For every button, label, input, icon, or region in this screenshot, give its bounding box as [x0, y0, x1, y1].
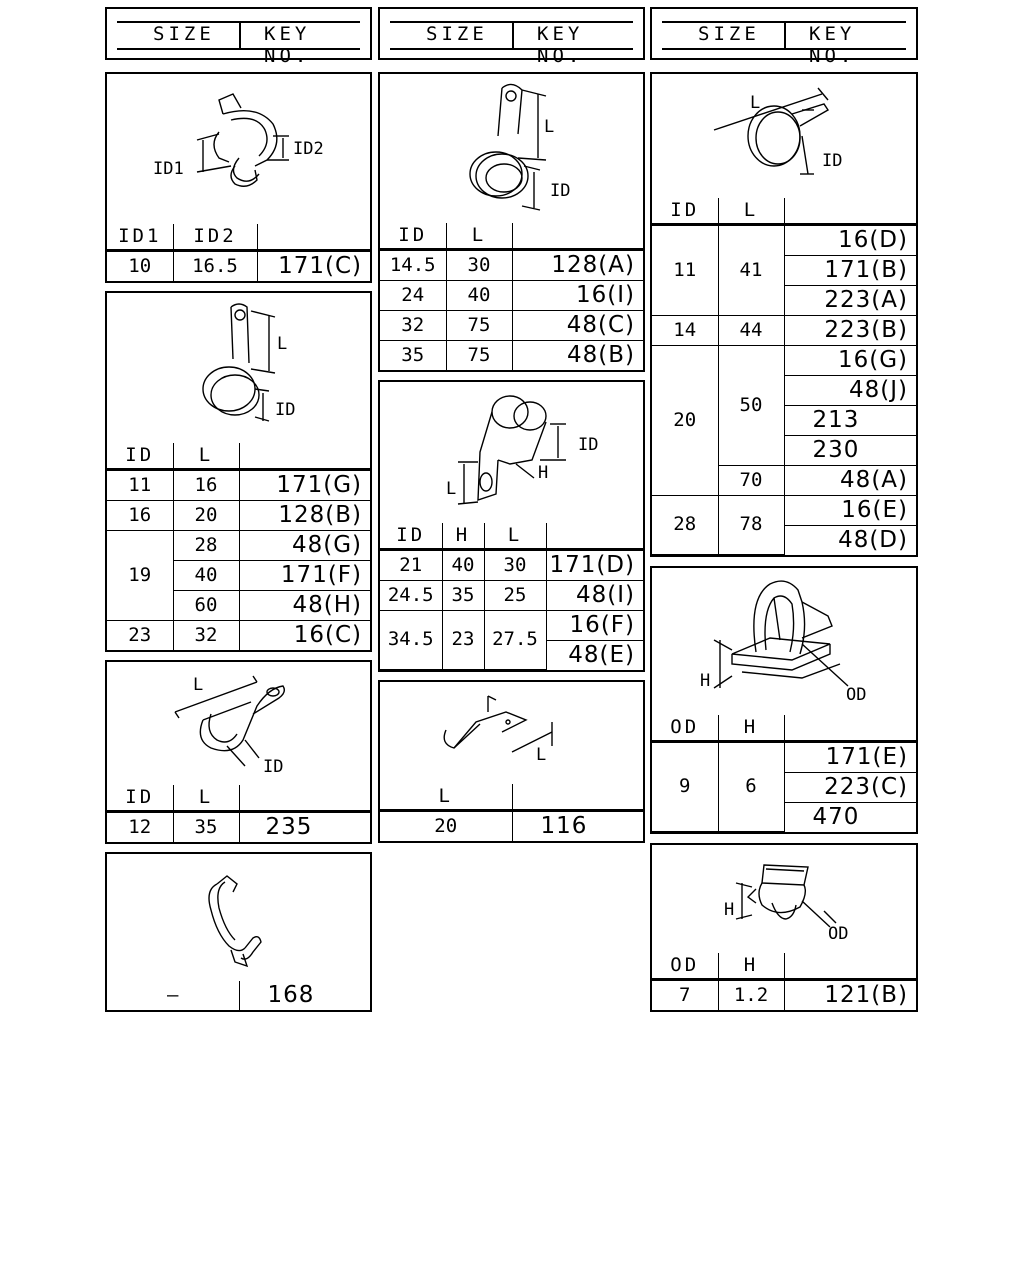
table-row — [380, 580, 643, 610]
l-cell: 32 — [173, 621, 239, 651]
clip-diagram — [652, 568, 916, 710]
bracket-clip-icon — [380, 382, 643, 518]
col-header-id2: ID2 — [173, 224, 257, 251]
header-separator — [512, 23, 514, 48]
table-header-row — [652, 953, 916, 980]
key-no-cell: 48(C) — [512, 311, 643, 341]
id-cell: 24 — [380, 281, 446, 311]
col-header-id: ID — [652, 198, 718, 225]
spring-clip-icon — [380, 682, 643, 782]
h-cell: 1.2 — [718, 980, 784, 1011]
table-header-row — [652, 198, 916, 225]
key-no-header: KEY NO. — [264, 23, 311, 67]
table-row — [652, 980, 916, 1011]
id1-cell: 10 — [107, 251, 173, 282]
key-no-cell: 116 — [512, 811, 643, 842]
l-cell: 20 — [380, 811, 512, 842]
col-header-key — [784, 953, 916, 980]
size-table — [107, 981, 370, 1010]
clip-panel-band-clamp — [650, 72, 918, 557]
key-no-cell: 168 — [239, 981, 370, 1010]
header-separator — [784, 23, 786, 48]
clip-diagram — [652, 74, 916, 188]
l-cell: 75 — [446, 311, 512, 341]
table-row — [380, 341, 643, 371]
od-cell: 9 — [652, 741, 718, 832]
l-cell: 16 — [173, 470, 239, 501]
id-cell: 11 — [652, 224, 718, 315]
col-header-id: ID — [107, 785, 173, 812]
table-row — [380, 610, 643, 640]
key-no-cell: 223(C) — [784, 772, 916, 802]
id-cell: 32 — [380, 311, 446, 341]
p-clip-icon — [107, 293, 370, 435]
col-header-h: H — [718, 715, 784, 742]
clip-diagram — [380, 74, 643, 218]
key-no-cell: 171(D) — [546, 549, 643, 580]
key-no-cell: 16(E) — [784, 495, 916, 525]
header-separator — [239, 23, 241, 48]
clip-diagram — [380, 682, 643, 782]
id-cell: 14.5 — [380, 250, 446, 281]
h-cell: 35 — [442, 580, 484, 610]
table-header-row — [380, 523, 643, 550]
key-no-cell: 16(I) — [512, 281, 643, 311]
id-cell: 24.5 — [380, 580, 442, 610]
table-row — [107, 470, 370, 501]
id-cell: 23 — [107, 621, 173, 651]
table-row — [107, 501, 370, 531]
double-clip-icon — [107, 74, 370, 222]
id2-cell: 16.5 — [173, 251, 257, 282]
l-cell: 40 — [446, 281, 512, 311]
clip-diagram — [107, 854, 370, 981]
col-header-l: L — [380, 784, 512, 811]
l-cell: 60 — [173, 591, 239, 621]
od-dimension-label: OD — [828, 924, 849, 944]
table-row — [652, 345, 916, 375]
clip-diagram — [652, 845, 916, 951]
id-cell: 12 — [107, 812, 173, 843]
l-dimension-label: L — [446, 479, 457, 499]
size-header: SIZE — [153, 23, 215, 45]
column-header-2 — [378, 7, 645, 67]
size-table — [380, 223, 643, 370]
l-cell: 44 — [718, 315, 784, 345]
clip-diagram — [107, 293, 370, 435]
clip-panel-band-clip — [378, 72, 645, 372]
col-header-key — [512, 223, 643, 250]
l-dimension-label: L — [750, 93, 761, 113]
id-cell: 16 — [107, 501, 173, 531]
l-cell: 28 — [173, 531, 239, 561]
table-row — [107, 981, 370, 1010]
table-row — [380, 549, 643, 580]
table-row — [380, 250, 643, 281]
clip-panel-spring-clip — [378, 680, 645, 843]
clip-panel-offset-clip — [105, 660, 372, 844]
grommet-clip-icon — [652, 845, 916, 951]
key-no-cell: 48(E) — [546, 640, 643, 670]
col-header-od: OD — [652, 715, 718, 742]
h-cell: 40 — [442, 549, 484, 580]
size-table — [107, 224, 370, 281]
l-cell: 30 — [484, 549, 546, 580]
size-table — [107, 443, 370, 650]
id-dimension-label: ID — [822, 151, 843, 171]
key-no-cell: 171(B) — [784, 255, 916, 285]
id-cell: 35 — [380, 341, 446, 371]
id-cell: 34.5 — [380, 610, 442, 670]
col-header-id: ID — [380, 223, 446, 250]
l-cell: 78 — [718, 495, 784, 555]
clip-diagram — [380, 382, 643, 518]
key-no-cell: 171(G) — [239, 470, 370, 501]
table-row — [107, 531, 370, 561]
key-no-cell: 230 — [784, 435, 916, 465]
table-row — [107, 251, 370, 282]
key-no-cell: 16(F) — [546, 610, 643, 640]
key-no-cell: 213 — [784, 405, 916, 435]
table-row — [652, 495, 916, 525]
clip-panel-double-id — [105, 72, 372, 283]
h-dimension-label: H — [724, 900, 735, 920]
key-no-cell: 48(B) — [512, 341, 643, 371]
id-cell: 14 — [652, 315, 718, 345]
size-table — [652, 198, 916, 556]
od-cell: 7 — [652, 980, 718, 1011]
l-cell: 40 — [173, 561, 239, 591]
l-cell: 41 — [718, 224, 784, 315]
size-table — [652, 953, 916, 1010]
col-header-id1: ID1 — [107, 224, 173, 251]
table-row — [107, 621, 370, 651]
clip-panel-harness-clamp — [105, 852, 372, 1012]
key-no-cell: 235 — [239, 812, 370, 843]
key-no-cell: 48(G) — [239, 531, 370, 561]
h-dimension-label: H — [700, 671, 711, 691]
table-header-row — [652, 715, 916, 742]
od-dimension-label: OD — [846, 685, 867, 705]
l-cell: 75 — [446, 341, 512, 371]
id-dimension-label: ID — [578, 435, 599, 455]
offset-clip-icon — [107, 662, 370, 782]
table-header-row — [380, 784, 643, 811]
col-header-key — [512, 784, 643, 811]
id-cell: 11 — [107, 470, 173, 501]
key-no-cell: 16(D) — [784, 224, 916, 255]
l-cell: 25 — [484, 580, 546, 610]
col-header-h: H — [442, 523, 484, 550]
h-dimension-label: H — [538, 463, 549, 483]
key-no-cell: 16(G) — [784, 345, 916, 375]
id-cell: 19 — [107, 531, 173, 621]
l-cell: 20 — [173, 501, 239, 531]
push-clip-icon — [652, 568, 916, 710]
key-no-cell: 128(B) — [239, 501, 370, 531]
col-header-key — [257, 224, 370, 251]
size-header: SIZE — [426, 23, 488, 45]
key-no-cell: 48(J) — [784, 375, 916, 405]
l-dimension-label: L — [277, 334, 288, 354]
table-row — [652, 315, 916, 345]
key-no-cell: 223(A) — [784, 285, 916, 315]
table-header-row — [380, 223, 643, 250]
size-header: SIZE — [698, 23, 760, 45]
clip-panel-grommet-clip — [650, 843, 918, 1012]
clip-diagram — [107, 662, 370, 782]
col-header-l: L — [446, 223, 512, 250]
key-no-header: KEY NO. — [537, 23, 584, 67]
table-row — [107, 812, 370, 843]
key-no-cell: 48(A) — [784, 465, 916, 495]
col-header-id: ID — [107, 443, 173, 470]
size-table — [380, 523, 643, 671]
table-header-row — [107, 443, 370, 470]
clip-panel-push-clip — [650, 566, 918, 834]
h-cell: 6 — [718, 741, 784, 832]
l-cell: 27.5 — [484, 610, 546, 670]
size-table — [380, 784, 643, 841]
key-no-cell: 48(I) — [546, 580, 643, 610]
table-row — [380, 281, 643, 311]
clip-panel-bracket-clip — [378, 380, 645, 672]
col-header-l: L — [484, 523, 546, 550]
id-dimension-label: ID — [550, 181, 571, 201]
column-header-1 — [105, 7, 372, 67]
col-header-od: OD — [652, 953, 718, 980]
col-header-key — [239, 443, 370, 470]
key-no-cell: 223(B) — [784, 315, 916, 345]
key-no-cell: 128(A) — [512, 250, 643, 281]
key-no-cell: 470 — [784, 802, 916, 832]
l-cell: 35 — [173, 812, 239, 843]
table-header-row — [107, 224, 370, 251]
band-clip-icon — [380, 74, 643, 218]
key-no-cell: 171(E) — [784, 741, 916, 772]
l-dimension-label: L — [544, 117, 555, 137]
id-cell: 21 — [380, 549, 442, 580]
l-dimension-label: L — [193, 675, 204, 695]
col-header-key — [784, 715, 916, 742]
col-header-key — [784, 198, 916, 225]
col-header-l: L — [718, 198, 784, 225]
harness-clamp-icon — [107, 854, 370, 981]
key-no-cell: 48(H) — [239, 591, 370, 621]
l-cell: 50 — [718, 345, 784, 465]
col-header-l: L — [173, 785, 239, 812]
size-table — [652, 715, 916, 833]
clip-diagram — [107, 74, 370, 222]
h-cell: 23 — [442, 610, 484, 670]
id1-dimension-label: ID1 — [153, 159, 184, 179]
col-header-id: ID — [380, 523, 442, 550]
col-header-l: L — [173, 443, 239, 470]
key-no-cell: 171(C) — [257, 251, 370, 282]
column-header-3 — [650, 7, 918, 67]
col-header-h: H — [718, 953, 784, 980]
table-row — [380, 811, 643, 842]
table-header-row — [107, 785, 370, 812]
l-cell: 70 — [718, 465, 784, 495]
id-dimension-label: ID — [263, 757, 284, 777]
size-cell: — — [107, 981, 239, 1010]
key-no-header: KEY NO. — [809, 23, 856, 67]
l-dimension-label: L — [536, 745, 547, 765]
clip-panel-p-clip — [105, 291, 372, 652]
col-header-key — [546, 523, 643, 550]
id-dimension-label: ID — [275, 400, 296, 420]
band-clamp-icon — [652, 74, 916, 188]
key-no-cell: 48(D) — [784, 525, 916, 555]
size-table — [107, 785, 370, 842]
table-row — [380, 311, 643, 341]
table-row — [652, 741, 916, 772]
key-no-cell: 121(B) — [784, 980, 916, 1011]
key-no-cell: 171(F) — [239, 561, 370, 591]
col-header-key — [239, 785, 370, 812]
id-cell: 20 — [652, 345, 718, 495]
id-cell: 28 — [652, 495, 718, 555]
key-no-cell: 16(C) — [239, 621, 370, 651]
l-cell: 30 — [446, 250, 512, 281]
id2-dimension-label: ID2 — [293, 139, 324, 159]
table-row — [652, 224, 916, 255]
